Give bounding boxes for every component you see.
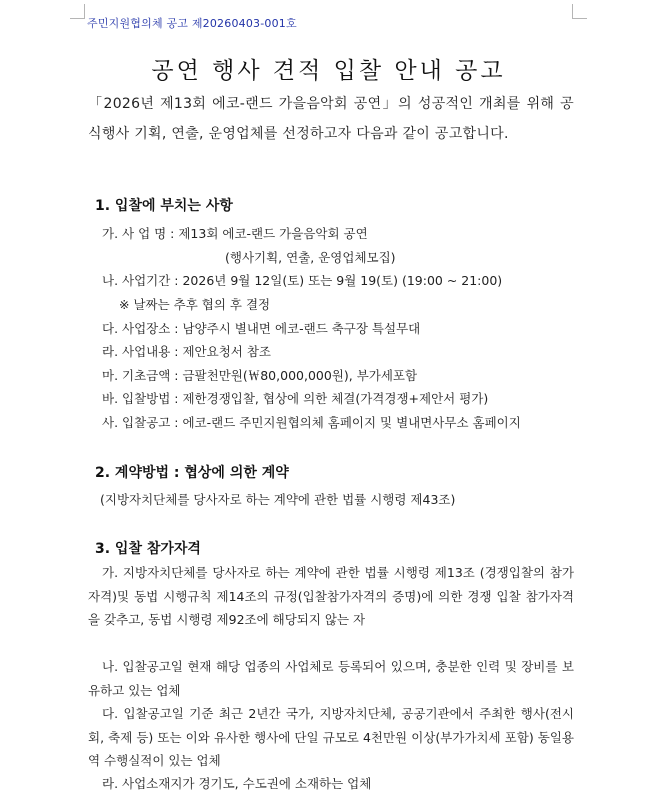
section-3-heading: 3. 입찰 참가자격 [95,541,201,557]
page-corner-mark-left [70,4,85,19]
section-1-heading: 1. 입찰에 부치는 사항 [95,198,233,214]
item-project-content: 라. 사업내용 : 제안요청서 참조 [102,344,271,359]
qualification-item-da-text: 다. 입찰공고일 기준 최근 2년간 국가, 지방자치단체, 공공기관에서 주최한 행사(전시회, 축제 등) 또는 이와 유사한 행사에 단일 규모로 4천만원 이상(부가가치세 포함) 동일용역 수행실적이 있는 업체 [88,706,574,768]
page-corner-mark-right [572,4,587,19]
qualification-item-na-text: 나. 입찰공고일 현재 해당 업종의 사업체로 등록되어 있으며, 충분한 인력 및 장비를 보유하고 있는 업체 [88,659,574,698]
qualification-item-ra-text: 라. 사업소재지가 경기도, 수도권에 소재하는 업체 [102,776,372,791]
qualification-item-na [88,655,574,702]
document-title: 공연 행사 견적 입찰 안내 공고 [151,58,506,84]
announcement-number: 주민지원협의체 공고 제20260403-001호 [87,17,297,30]
item-project-period: 나. 사업기간 : 2026년 9월 12일(토) 또는 9월 19(토) (19:00 ~ 21:00) [102,273,503,288]
item-base-amount: 마. 기초금액 : 금팔천만원(￦80,000,000원), 부가세포함 [102,368,418,383]
qualification-item-ga-text: 가. 지방자치단체를 당사자로 하는 계약에 관한 법률 시행령 제13조 (경쟁입찰의 참가자격)및 동법 시행규칙 제14조의 규정(입찰참가자격의 증명)에 의한 경쟁 입찰 참가자격을 갖추고, 동법 시행령 제92조에 해당되지 않는 자 [88,565,574,627]
section-2-heading: 2. 계약방법 : 협상에 의한 계약 [95,465,289,481]
item-project-location: 다. 사업장소 : 남양주시 별내면 에코-랜드 축구장 특설무대 [102,321,421,336]
item-project-name-detail: (행사기획, 연출, 운영업체모집) [225,250,396,265]
contract-law-note: (지방자치단체를 당사자로 하는 계약에 관한 법률 시행령 제43조) [100,492,456,507]
item-bid-method: 바. 입찰방법 : 제한경쟁입찰, 협상에 의한 체결(가격경쟁+제안서 평가) [102,391,489,406]
item-project-name: 가. 사 업 명 : 제13회 에코-랜드 가을음악회 공연 [102,226,368,241]
qualification-item-da [88,702,574,773]
intro-paragraph: 「2026년 제13회 에코-랜드 가을음악회 공연」의 성공적인 개최를 위해 공식행사 기획, 연출, 운영업체를 선정하고자 다음과 같이 공고합니다. [88,96,574,142]
qualification-item-ra [88,772,574,796]
qualification-item-ga [88,561,574,632]
item-period-note: ※ 날짜는 추후 협의 후 결정 [119,297,271,312]
item-bid-notice: 사. 입찰공고 : 에코-랜드 주민지원협의체 홈페이지 및 별내면사무소 홈페이지 [102,415,521,430]
